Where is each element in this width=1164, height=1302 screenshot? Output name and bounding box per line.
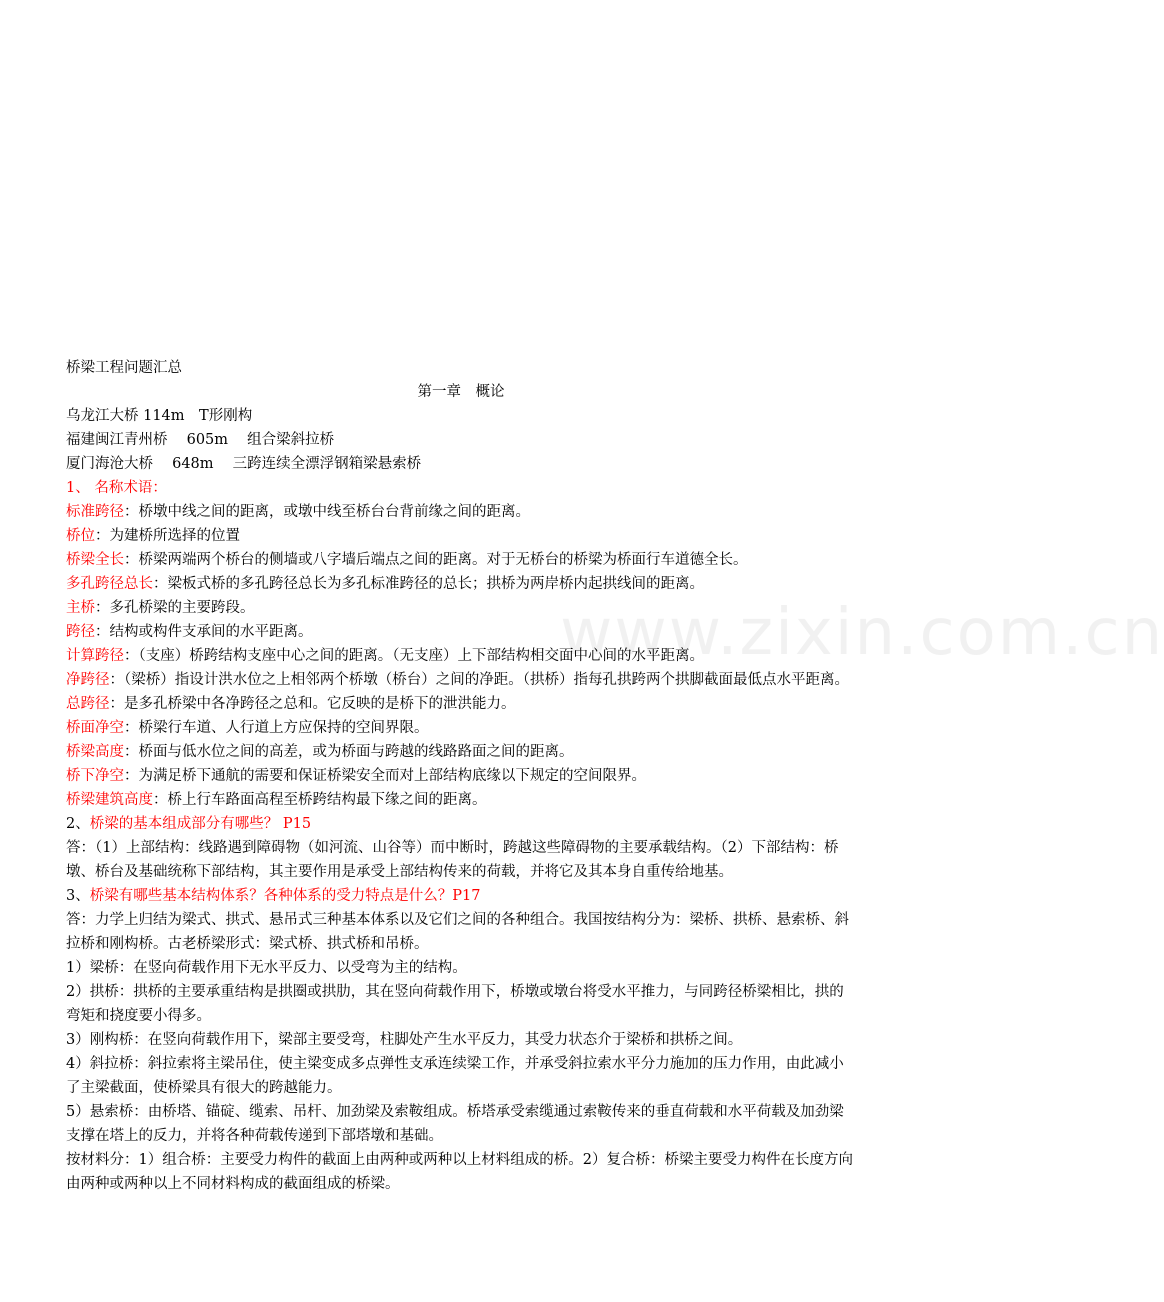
answer-paragraph: 按材料分：1）组合桥：主要受力构件的截面上由两种或两种以上材料组成的桥。2）复合桥：桥梁主要受力构件在长度方向由两种或两种以上不同材料构成的截面组成的桥梁。 [66, 1152, 853, 1192]
term-definition: ：桥墩中线之间的距离，或墩中线至桥台台背前缘之间的距离。 [124, 504, 530, 520]
term-item [66, 668, 856, 692]
term-item [66, 500, 856, 524]
term-definition: ：桥面与低水位之间的高差，或为桥面与跨越的线路路面之间的距离。 [124, 744, 574, 760]
term-name: 桥下净空 [66, 768, 124, 784]
term-definition: ：（支座）桥跨结构支座中心之间的距离。（无支座）上下部结构相交面中心间的水平距离。 [124, 648, 704, 664]
term-name: 桥梁建筑高度 [66, 792, 153, 808]
term-definition: ：为建桥所选择的位置 [95, 528, 240, 544]
term-item [66, 692, 856, 716]
term-name: 桥面净空 [66, 720, 124, 736]
bridge-line: 乌龙江大桥 114m T形刚构 [66, 408, 253, 424]
term-name: 净跨径 [66, 672, 110, 688]
question-number: 2、 [66, 816, 90, 832]
term-item [66, 596, 856, 620]
answer-paragraph: 4）斜拉桥：斜拉索将主梁吊住，使主梁变成多点弹性支承连续梁工作，并承受斜拉索水平分力施加的压力作用，由此减小了主梁截面，使桥梁具有很大的跨越能力。 [66, 1056, 844, 1096]
answer-paragraph: 答：力学上归结为梁式、拱式、悬吊式三种基本体系以及它们之间的各种组合。我国按结构分为：梁桥、拱桥、悬索桥、斜拉桥和刚构桥。古老桥梁形式：梁式桥、拱式桥和吊桥。 [66, 912, 849, 952]
chapter-heading: 第一章 概论 [417, 384, 505, 400]
section-heading: 1、 名称术语： [66, 480, 167, 496]
question-text: 桥梁的基本组成部分有哪些？ P15 [89, 816, 312, 832]
question-heading [66, 812, 856, 836]
term-definition: ：梁板式桥的多孔跨径总长为多孔标准跨径的总长；拱桥为两岸桥内起拱线间的距离。 [153, 576, 704, 592]
term-name: 标准跨径 [66, 504, 124, 520]
term-name: 桥梁高度 [66, 744, 124, 760]
document-title: 桥梁工程问题汇总 [66, 360, 182, 376]
term-item [66, 716, 856, 740]
question-heading [66, 884, 856, 908]
bridge-line: 福建闽江青州桥 605m 组合梁斜拉桥 [66, 432, 335, 448]
term-name: 桥位 [66, 528, 95, 544]
term-item [66, 788, 856, 812]
term-definition: ：桥梁行车道、人行道上方应保持的空间界限。 [124, 720, 429, 736]
term-definition: ：多孔桥梁的主要跨段。 [95, 600, 255, 616]
term-name: 跨径 [66, 624, 95, 640]
term-definition: ：是多孔桥梁中各净跨径之总和。它反映的是桥下的泄洪能力。 [109, 696, 516, 712]
answer-paragraph: 答：（1）上部结构：线路遇到障碍物（如河流、山谷等）而中断时，跨越这些障碍物的主要承载结构。（2）下部结构：桥墩、桥台及基础统称下部结构，其主要作用是承受上部结构传来的荷载，并将它及其本身自重传给地基。 [66, 840, 839, 880]
term-item [66, 572, 856, 596]
term-item [66, 764, 856, 788]
term-name: 主桥 [66, 600, 95, 616]
term-name: 多孔跨径总长 [66, 576, 153, 592]
bridge-line: 厦门海沧大桥 648m 三跨连续全漂浮钢箱梁悬索桥 [66, 456, 422, 472]
term-item [66, 644, 856, 668]
answer-paragraph: 3）刚构桥：在竖向荷载作用下，梁部主要受弯，柱脚处产生水平反力，其受力状态介于梁桥和拱桥之间。 [66, 1032, 743, 1048]
term-definition: ：为满足桥下通航的需要和保证桥梁安全而对上部结构底缘以下规定的空间限界。 [124, 768, 646, 784]
term-item [66, 524, 856, 548]
term-definition: ：（梁桥）指设计洪水位之上相邻两个桥墩（桥台）之间的净距。（拱桥）指每孔拱跨两个拱脚截面最低点水平距离。 [109, 672, 849, 688]
question-number: 3、 [66, 888, 90, 904]
term-name: 计算跨径 [66, 648, 124, 664]
answer-paragraph: 5）悬索桥：由桥塔、锚碇、缆索、吊杆、加劲梁及索鞍组成。桥塔承受索缆通过索鞍传来的垂直荷载和水平荷载及加劲梁支撑在塔上的反力，并将各种荷载传递到下部塔墩和基础。 [66, 1104, 844, 1144]
term-item [66, 548, 856, 572]
term-name: 总跨径 [66, 696, 110, 712]
watermark: www.zixin.com.cn [560, 596, 1164, 670]
term-definition: ：结构或构件支承间的水平距离。 [95, 624, 313, 640]
document-page [66, 356, 856, 1196]
term-definition: ：桥梁两端两个桥台的侧墙或八字墙后端点之间的距离。对于无桥台的桥梁为桥面行车道德全长。 [124, 552, 748, 568]
term-definition: ：桥上行车路面高程至桥跨结构最下缘之间的距离。 [153, 792, 487, 808]
term-name: 桥梁全长 [66, 552, 124, 568]
term-item [66, 740, 856, 764]
answer-paragraph: 2）拱桥：拱桥的主要承重结构是拱圈或拱肋，其在竖向荷载作用下，桥墩或墩台将受水平推力，与同跨径桥梁相比，拱的弯矩和挠度要小得多。 [66, 984, 844, 1024]
term-item [66, 620, 856, 644]
question-text: 桥梁有哪些基本结构体系？各种体系的受力特点是什么？P17 [89, 888, 481, 904]
answer-paragraph: 1）梁桥：在竖向荷载作用下无水平反力、以受弯为主的结构。 [66, 960, 467, 976]
